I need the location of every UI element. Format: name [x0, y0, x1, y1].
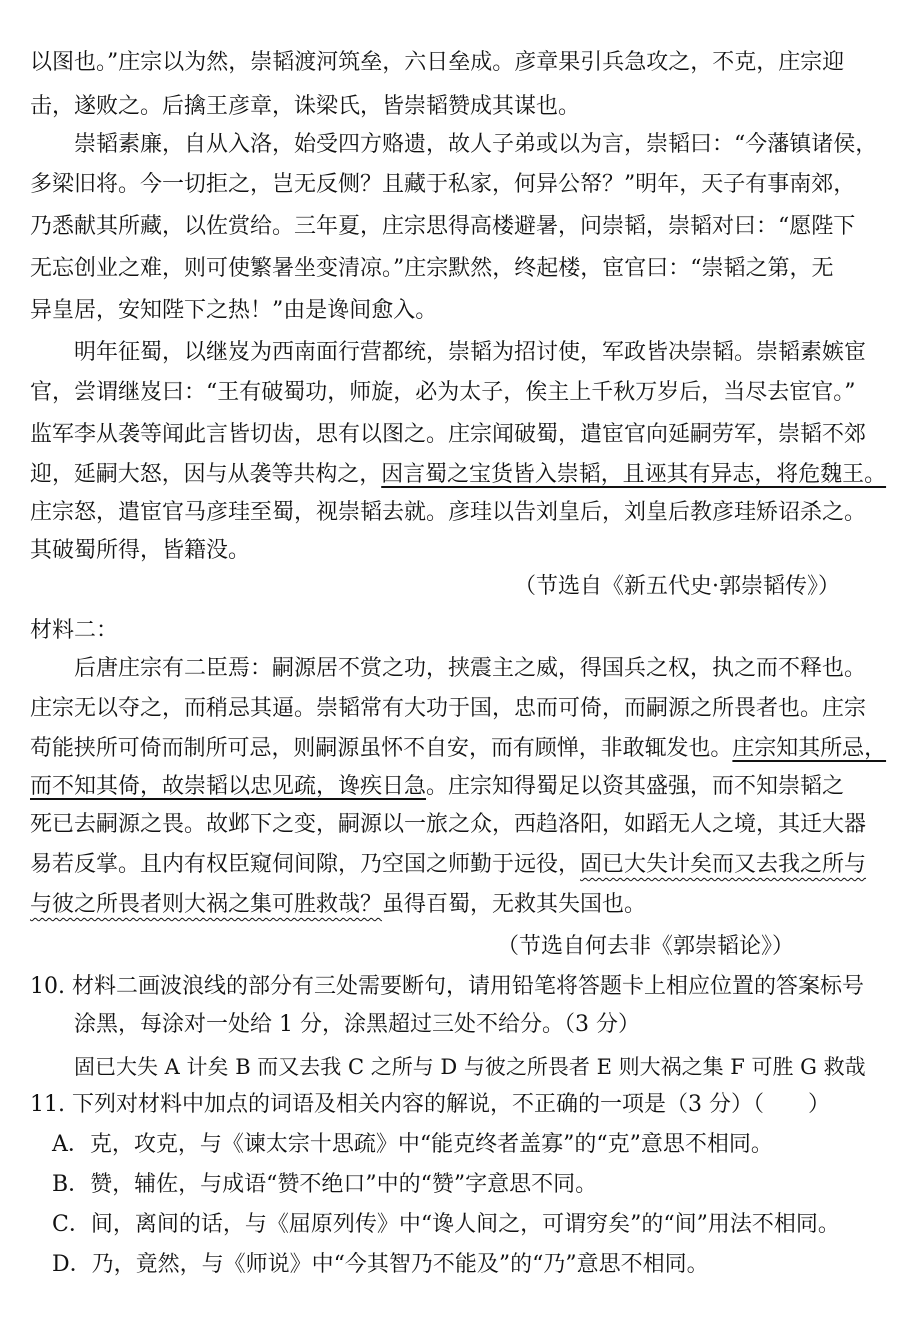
passage1-source: （节选自《新五代史·郭崇韬传》）	[514, 574, 840, 599]
passage1-line-11	[30, 460, 886, 490]
passage2-line-4-plain: 。庄宗知得蜀足以资其盛强，而不知崇韬之	[426, 774, 845, 799]
passage2-line-6	[30, 850, 866, 880]
q10-stem-line-2: 涂黑，每涂对一处给 1 分，涂黑超过三处不给分。（3 分）	[74, 1012, 640, 1037]
passage1-line-7: 异皇居，安知陛下之热！”由是谗间愈入。	[30, 298, 438, 323]
passage1-line-3: 崇韬素廉，自从入洛，始受四方赂遗，故人子弟或以为言，崇韬曰：“今藩镇诸侯，	[74, 132, 878, 157]
passage2-line-6-plain: 易若反掌。且内有权臣窥伺间隙，乃空国之师勤于远役，	[30, 852, 581, 877]
q10-stem-line-1: 10. 材料二画波浪线的部分有三处需要断句，请用铅笔将答题卡上相应位置的答案标号	[30, 974, 864, 999]
passage1-line-4: 多梁旧将。今一切拒之，岂无反侧？且藏于私家，何异公帑？”明年，天子有事南郊，	[30, 172, 856, 197]
q11-option-b: B．赞，辅佐，与成语“赞不绝口”中的“赞”字意思不同。	[52, 1172, 598, 1197]
passage2-line-1: 后唐庄宗有二臣焉：嗣源居不赏之功，挟震主之威，得国兵之权，执之而不释也。	[74, 656, 867, 681]
passage2-line-5: 死已去嗣源之畏。故邺下之变，嗣源以一旅之众，西趋洛阳，如蹈无人之境，其迁大器	[30, 812, 867, 837]
passage2-line-3	[30, 734, 886, 764]
passage2-source: （节选自何去非《郭崇韬论》）	[496, 934, 794, 959]
passage2-wavy-start: 固已大失计矣而又去我之所与	[580, 852, 867, 877]
q10-options: 固已大失 A 计矣 B 而又去我 C 之所与 D 与彼之所畏者 E 则大祸之集 F 可胜 G 救哉	[74, 1055, 866, 1079]
passage2-line-3-plain: 苟能挟所可倚而制所可忌，则嗣源虽怀不自安，而有顾惮，非敢辄发也。	[30, 736, 733, 761]
q11-option-c: C．间，离间的话，与《屈原列传》中“谗人间之，可谓穷矣”的“间”用法不相同。	[52, 1212, 840, 1237]
passage2-line-7-plain: 虽得百蜀，无救其失国也。	[382, 892, 647, 917]
passage2-heading: 材料二：	[30, 618, 119, 643]
passage2-underlined-end: 而不知其倚，故崇韬以忠见疏，谗疾日急	[30, 774, 427, 799]
passage1-line-10: 监军李从袭等闻此言皆切齿，思有以图之。庄宗闻破蜀，遣宦官向延嗣劳军，崇韬不郊	[30, 422, 867, 447]
passage1-underlined-sentence: 因言蜀之宝货皆入崇韬，且诬其有异志，将危魏王。	[381, 462, 887, 487]
passage1-line-6: 无忘创业之难，则可使繁暑坐变清凉。”庄宗默然，终起楼，宦官曰：“崇韬之第，无	[30, 256, 834, 281]
passage1-line-2: 击，遂败之。后擒王彦章，诛梁氏，皆崇韬赞成其谋也。	[30, 94, 581, 119]
passage2-line-4	[30, 772, 844, 802]
passage1-line-12: 庄宗怒，遣宦官马彦珪至蜀，视崇韬去就。彦珪以告刘皇后，刘皇后教彦珪矫诏杀之。	[30, 500, 867, 525]
passage1-line-9: 官，尝谓继岌曰：“王有破蜀功，师旋，必为太子，俟主上千秋万岁后，当尽去宦官。”	[30, 380, 856, 405]
q11-stem: 11. 下列对材料中加点的词语及相关内容的解说，不正确的一项是（3 分）（ ）	[30, 1092, 830, 1117]
passage1-line-5: 乃悉献其所藏，以佐赏给。三年夏，庄宗思得高楼避暑，问崇韬，崇韬对曰：“愿陛下	[30, 214, 856, 239]
passage2-underlined-start: 庄宗知其所忌，	[732, 736, 887, 761]
passage1-line-11-plain: 迎，延嗣大怒，因与从袭等共构之，	[30, 462, 382, 487]
passage1-line-8: 明年征蜀，以继岌为西南面行营都统，崇韬为招讨使，军政皆决崇韬。崇韬素嫉宦	[74, 340, 867, 365]
passage1-line-13: 其破蜀所得，皆籍没。	[30, 538, 251, 563]
passage2-wavy-end: 与彼之所畏者则大祸之集可胜救哉？	[30, 892, 383, 917]
passage2-line-7	[30, 890, 646, 920]
passage2-line-2: 庄宗无以夺之，而稍忌其逼。崇韬常有大功于国，忠而可倚，而嗣源之所畏者也。庄宗	[30, 696, 867, 721]
q11-option-a: A．克，攻克，与《谏太宗十思疏》中“能克终者盖寡”的“克”意思不相同。	[52, 1132, 773, 1157]
q11-option-d: D．乃，竟然，与《师说》中“今其智乃不能及”的“乃”意思不相同。	[52, 1252, 709, 1277]
passage1-line-1: 以图也。”庄宗以为然，崇韬渡河筑垒，六日垒成。彦章果引兵急攻之，不克，庄宗迎	[30, 50, 845, 75]
